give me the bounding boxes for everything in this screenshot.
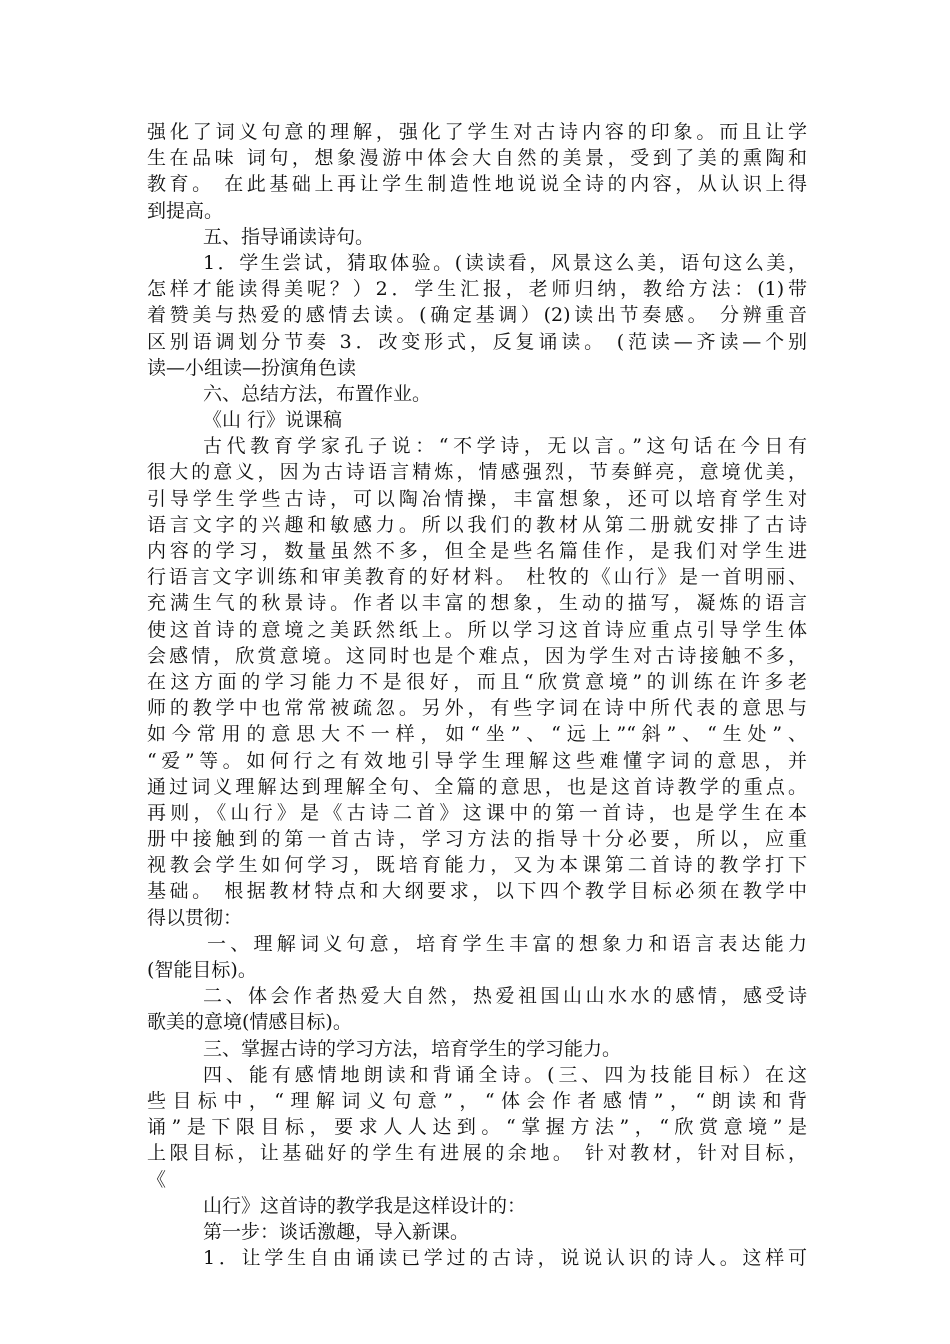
document-body [147,119,807,1271]
text-line: 行语言文字训练和审美教育的好材料。 杜牧的《山行》是一首明丽、 [147,566,807,589]
text-line: 古代教育学家孔子说：“不学诗，无以言。”这句话在今日有 [203,435,807,458]
text-line: 二、体会作者热爱大自然，热爱祖国山山水水的感情，感受诗 [203,985,807,1008]
text-line: 着赞美与热爱的感情去读。(确定基调）(2)读出节奏感。 分辨重音 [147,304,807,327]
text-line: 上限目标，让基础好的学生有进展的余地。 针对教材，针对目标， [147,1142,807,1165]
text-line: 教育。 在此基础上再让学生制造性地说说全诗的内容，从认识上得 [147,173,807,196]
text-line: 很大的意义，因为古诗语言精炼，情感强烈，节奏鲜亮，意境优美， [147,461,807,484]
text-line: 通过词义理解达到理解全句、全篇的意思，也是这首诗教学的重点。 [147,775,807,798]
text-line: (智能目标)。 [147,959,257,981]
text-line: 歌美的意境(情感目标)。 [147,1011,352,1034]
text-line: 得以贯彻： [147,906,243,929]
text-line: 基础。 根据教材特点和大纲要求，以下四个教学目标必须在教学中 [147,880,807,903]
text-line: 如今常用的意思大不一样，如“坐”、“远上”“斜”、“生处”、 [147,723,807,746]
text-line: 四、能有感情地朗读和背诵全诗。(三、四为技能目标）在这 [203,1063,807,1086]
text-line: “爱”等。如何行之有效地引导学生理解这些难懂字词的意思，并 [147,749,807,772]
text-line: 语言文字的兴趣和敏感力。所以我们的教材从第二册就安排了古诗 [147,513,807,536]
text-line: 会感情，欣赏意境。这同时也是个难点，因为学生对古诗接触不多， [147,644,807,667]
text-line: 1．让学生自由诵读已学过的古诗，说说认识的诗人。这样可 [203,1247,807,1270]
text-line: 引导学生学些古诗，可以陶冶情操，丰富想象，还可以培育学生对 [147,487,807,510]
text-line: 怎样才能读得美呢？）2．学生汇报，老师归纳，教给方法：(1)带 [147,278,807,301]
text-line: 强化了词义句意的理解，强化了学生对古诗内容的印象。而且让学 [147,121,807,143]
text-line: 山行》这首诗的教学我是这样设计的： [203,1194,527,1217]
text-line: 1．学生尝试，猜取体验。(读读看，风景这么美，语句这么美， [203,251,807,274]
text-line: 使这首诗的意境之美跃然纸上。所以学习这首诗应重点引导学生体 [147,618,807,641]
text-line: 第一步：谈话激趣，导入新课。 [203,1220,470,1243]
text-line: 三、掌握古诗的学习方法，培育学生的学习能力。 [203,1037,622,1060]
text-line: 册中接触到的第一首古诗，学习方法的指导十分必要，所以，应重 [147,828,807,851]
text-line: 五、指导诵读诗句。 [203,225,375,248]
text-line: 区别语调划分节奏 3．改变形式，反复诵读。 (范读—齐读—个别 [147,330,807,353]
text-line: 在这方面的学习能力不是很好，而且“欣赏意境”的训练在许多老 [147,670,807,693]
text-line: 《山 行》说课稿 [203,409,343,432]
text-line: 生在品味 词句，想象漫游中体会大自然的美景，受到了美的熏陶和 [147,147,807,170]
text-line: 些目标中，“理解词义句意”，“体会作者感情”，“朗读和背 [147,1089,807,1112]
text-line: 到提高。 [147,199,224,222]
text-line: 师的教学中也常常被疏忽。另外，有些字词在诗中所代表的意思与 [147,697,807,720]
text-line: 再则，《山行》是《古诗二首》这课中的第一首诗，也是学生在本 [147,801,807,824]
text-line: 内容的学习，数量虽然不多，但全是些名篇佳作，是我们对学生进 [147,540,807,562]
text-line: 一、理解词义句意，培育学生丰富的想象力和语言表达能力 [207,932,807,955]
text-line: 视教会学生如何学习，既培育能力，又为本课第二首诗的教学打下 [147,854,807,877]
text-line: 六、总结方法，布置作业。 [203,382,432,405]
text-line: 充满生气的秋景诗。作者以丰富的想象，生动的描写，凝炼的语言 [147,592,807,615]
text-line: 诵”是下限目标，要求人人达到。“掌握方法”，“欣赏意境”是 [147,1116,807,1139]
text-line: 《 [147,1168,167,1191]
text-line: 读—小组读—扮演角色读 [147,356,357,379]
